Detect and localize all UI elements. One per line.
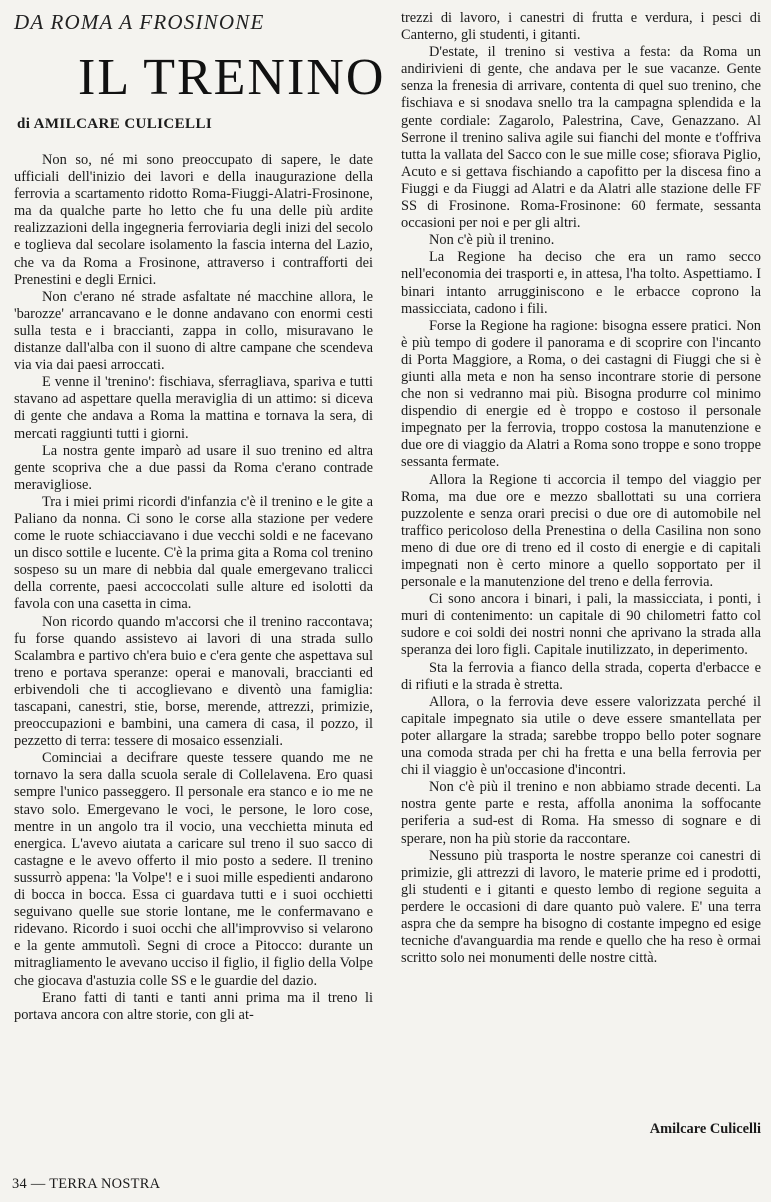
paragraph: Erano fatti di tanti e tanti anni prima ma il treno li portava ancora con altre storie, con gli at- [14, 989, 373, 1023]
paragraph: La Regione ha deciso che era un ramo secco nell'economia dei trasporti e, in attesa, l'ha tolto. Aspettiamo. I binari intanto arrugginiscono e le erbacce coprono la massicciata, cadono i fili. [401, 249, 761, 317]
paragraph: Non ricordo quando m'accorsi che il trenino raccontava; fu forse quando assistevo ai lavori di una strada sullo Scalambra e partivo ch'era buio e c'era gente che aspettava sul treno e portava speranze: operai e manovali, braccianti ed erbivendoli che ti accoglievano e diventò una famiglia: tascapani, canestri, stie, borse, merende, attrezzi, primizie, preoccupazioni e bambini, una camera di casa, il pozzo, il pezzetto di terra: tessere di mosaico essenziali. [14, 613, 373, 750]
paragraph: E venne il 'trenino': fischiava, sferragliava, spariva e tutti stavano ad aspettare quella meraviglia di un attimo: si diceva di gente che andava a Roma la mattina e tornava la sera, di mercati raggiunti tutti i giorni. [14, 374, 373, 442]
page-folio: 34 — TERRA NOSTRA [12, 1176, 161, 1192]
paragraph: Nessuno più trasporta le nostre speranze coi canestri di primizie, gli attrezzi di lavoro, le materie prime ed i prodotti, gli studenti e i gitanti e questo lembo di regione seguita a perdere le occasioni di dare quanto può valere. E' una terra aspra che da sempre ha bisogno di costante impegno ed esige tecniche d'avanguardia ma rende e quello che ha reso è ormai scritto solo nei monumenti delle nostre città. [401, 847, 761, 967]
right-column [401, 10, 761, 967]
section-kicker: DA ROMA A FROSINONE [14, 10, 265, 34]
paragraph: D'estate, il trenino si vestiva a festa: da Roma un andirivieni di gente, che andava per le sue vacanze. Gente senza la frenesia di arrivare, contenta di quel suo trenino, che fischiava e si snodava snello tra la campagna splendida e la gente cordiale: Zagarolo, Palestrina, Cave, Genazzano. Al Serrone il trenino saliva agile sui fianchi del monte e t'offriva tutta la vallata del Sacco con le sue mille cose; sfiorava Piglio, Acuto e si gettava fischiando a capofitto per la discesa fino a Fiuggi e da Fiuggi ad Alatri e da Alatri alle stazione delle FF SS di Frosinone. Roma-Frosinone: 60 fermate, sessanta occasioni per noi e per gli altri. [401, 44, 761, 232]
paragraph: Non c'erano né strade asfaltate né macchine allora, le 'barozze' arrancavano e le donne andavano con enormi cesti sulla testa e i braccianti, zappa in collo, misuravano le distanze dall'alba con il suono di altre campane che scendeva via via dai paesi arroccati. [14, 288, 373, 374]
article-title: IL TRENINO [78, 49, 386, 106]
paragraph: Tra i miei primi ricordi d'infanzia c'è il trenino e le gite a Paliano da nonna. Ci sono le corse alla stazione per vedere come le ruote schiacciavano i due vecchi soldi e ne facevano un disco sottile e lucente. C'è la prima gita a Roma col trenino sospeso su un mare di nebbia dal quale emergevano tralicci della corrente, paesi accoccolati sulle alture ed isolotti da favola con una casetta in cima. [14, 493, 373, 613]
author-signature: Amilcare Culicelli [649, 1121, 761, 1137]
paragraph: Non c'è più il trenino. [429, 232, 555, 249]
paragraph-continuation: trezzi di lavoro, i canestri di frutta e verdura, i pesci di Canterno, gli studenti, i gitanti. [401, 10, 761, 44]
paragraph: Cominciai a decifrare queste tessere quando me ne tornavo la sera dalla scuola serale di Collelavena. Ero quasi sempre l'unico passeggero. Il personale era stanco e io me ne stavo solo. Emergevano le voci, le persone, le loro cose, mentre in un angolo tra il vocio, una vecchietta minuta ed energica. L'avevo aiutata a caricare sul treno il suo sacco di castagne e le avevo offerto il mio posto a sedere. Il trenino sussurrò appena: 'la Volpe'! e i suoi mille espedienti andarono di bocca in bocca. Essa ci guardava tutti e i suoi occhietti seguivano quelle sue storie lontane, me le confermavano e ridevano. Ricordo i suoi occhi che all'improvviso si velarono e la gente ammutolì. Segni di croce a Pitocco: durante un mitragliamento le avevano ucciso il figlio, il figlio della Volpe che giocava d'astuzia colle SS e le guardie del dazio. [14, 750, 373, 989]
paragraph: Non so, né mi sono preoccupato di sapere, le date ufficiali dell'inizio dei lavori e della inaugurazione della ferrovia a scartamento ridotto Roma-Fiuggi-Alatri-Frosinone, ma da qualche parte ho letto che fu una delle più ardite realizzazioni della ingegneria ferroviaria degli inizi del secolo e toglieva dal secolare isolamento la fascia interna del Lazio, che va da Roma a Frosinone, attraverso i contrafforti dei Prenestini e degli Ernici. [14, 152, 373, 288]
paragraph: Allora, o la ferrovia deve essere valorizzata perché il capitale impegnato sia utile o deve essere smantellata per poter allargare la strada; sarebbe troppo bello poter sognare una comoda strada per chi ha fretta e una bella ferrovia per chi il viaggio è un'occasione d'incontri. [401, 693, 761, 779]
paragraph: La nostra gente imparò ad usare il suo trenino ed altra gente scopriva che a due passi da Roma c'erano contrade meravigliose. [14, 442, 373, 493]
paragraph: Non c'è più il trenino e non abbiamo strade decenti. La nostra gente parte e resta, affolla anonima la soffocante periferia a sud-est di Roma. Ha smesso di sognare e di sperare, non ha più storie da raccontare. [401, 779, 761, 847]
paragraph: Ci sono ancora i binari, i pali, la massicciata, i ponti, i muri di contenimento: un capitale di 90 chilometri fatto col sudore e coi soldi dei nostri nonni che aprivano la strada alla speranza dei loro figli. Capitale inutilizzato, in deperimento. [401, 591, 761, 659]
paragraph: Allora la Regione ti accorcia il tempo del viaggio per Roma, ma due ore e mezzo sballottati su una corriera puzzolente e senza orari precisi o due ore di automobile nel traffico pericoloso della Prenestina o della Casilina non sono meno di due ore di treno ed il costo di energie e di capitali impegnati non è certo minore a quello sopportato per il personale e la manutenzione del treno e della ferrovia. [401, 471, 761, 591]
byline: di AMILCARE CULICELLI [17, 116, 213, 132]
paragraph: Sta la ferrovia a fianco della strada, coperta d'erbacce e di rifiuti e la strada è stretta. [401, 659, 761, 693]
left-column [14, 152, 373, 1024]
paragraph: Forse la Regione ha ragione: bisogna essere pratici. Non è più tempo di godere il panorama e di scoprire con l'incanto di Porta Maggiore, a Roma, o dei castagni di Fiuggi che si è giunti alla meta e non ha senso incontrare storie di persone che non si vedranno mai più. Bisogna produrre col minimo dispendio di energie ed è troppo e costoso il personale impegnato per la ferrovia, troppo costosa la manutenzione e due ore di viaggio da Alatri a Roma sono troppe e sono troppe sessanta fermate. [401, 317, 761, 471]
